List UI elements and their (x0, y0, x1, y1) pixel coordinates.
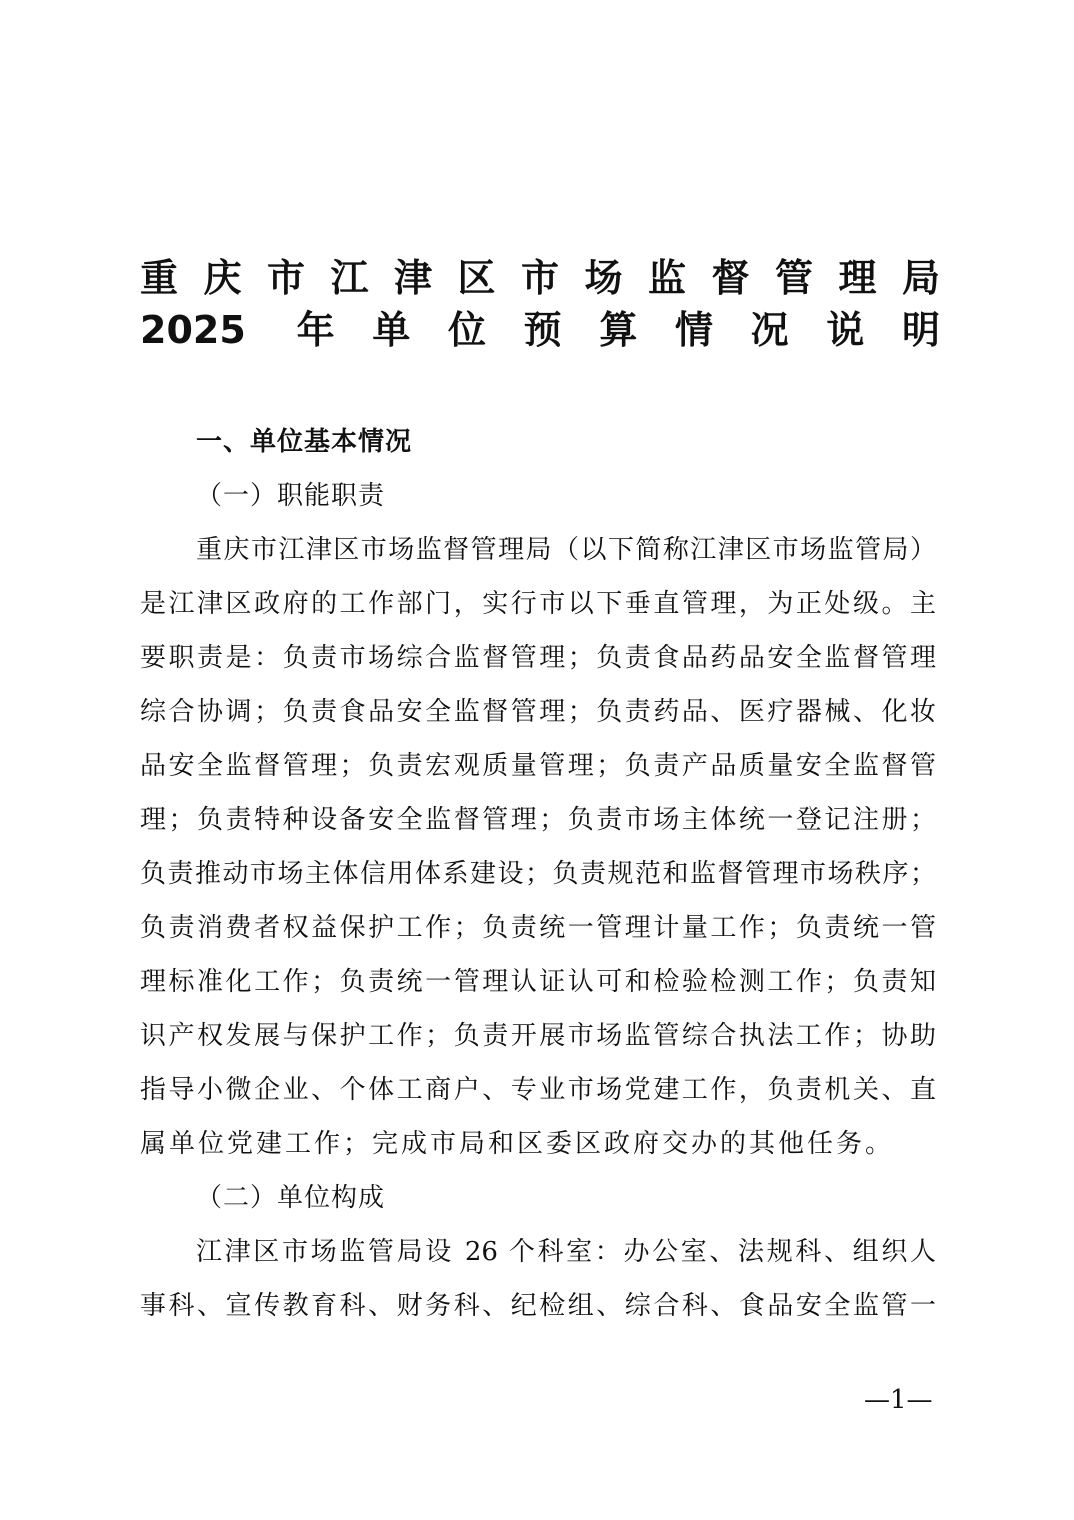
paragraph-line: 要职责是：负责市场综合监督管理；负责食品药品安全监督管理 (140, 643, 936, 673)
paragraph-line: 品安全监督管理；负责宏观质量管理；负责产品质量安全监督管 (140, 751, 936, 781)
paragraph-line: 事科、宣传教育科、财务科、纪检组、综合科、食品安全监管一 (140, 1291, 936, 1321)
paragraph-line: 属单位党建工作；完成市局和区委区政府交办的其他任务。 (140, 1129, 895, 1159)
subsection-heading-structure: （二）单位构成 (196, 1183, 386, 1213)
paragraph-line: 指导小微企业、个体工商户、专业市场党建工作，负责机关、直 (140, 1075, 936, 1105)
document-title-line-1: 重庆市江津区市场监督管理局 (140, 256, 940, 300)
paragraph-line: 识产权发展与保护工作；负责开展市场监管综合执法工作；协助 (140, 1021, 936, 1051)
paragraph-line: 综合协调；负责食品安全监督管理；负责药品、医疗器械、化妆 (140, 697, 936, 727)
document-title-line-2: 2025 年单位预算情况说明 (140, 308, 940, 352)
paragraph-line: 负责消费者权益保护工作；负责统一管理计量工作；负责统一管 (140, 913, 936, 943)
subsection-heading-duties: （一）职能职责 (196, 481, 386, 511)
paragraph-line: 重庆市江津区市场监督管理局（以下简称江津区市场监管局） (196, 535, 936, 565)
paragraph-line: 理；负责特种设备安全监督管理；负责市场主体统一登记注册； (140, 805, 936, 835)
paragraph-line: 负责推动市场主体信用体系建设；负责规范和监督管理市场秩序； (140, 859, 936, 889)
paragraph-line: 理标准化工作；负责统一管理认证认可和检验检测工作；负责知 (140, 967, 936, 997)
paragraph-line: 江津区市场监管局设 26 个科室：办公室、法规科、组织人 (196, 1237, 936, 1267)
paragraph-line: 是江津区政府的工作部门，实行市以下垂直管理，为正处级。主 (140, 589, 936, 619)
section-heading: 一、单位基本情况 (196, 427, 413, 457)
page-number: —1— (864, 1385, 933, 1415)
